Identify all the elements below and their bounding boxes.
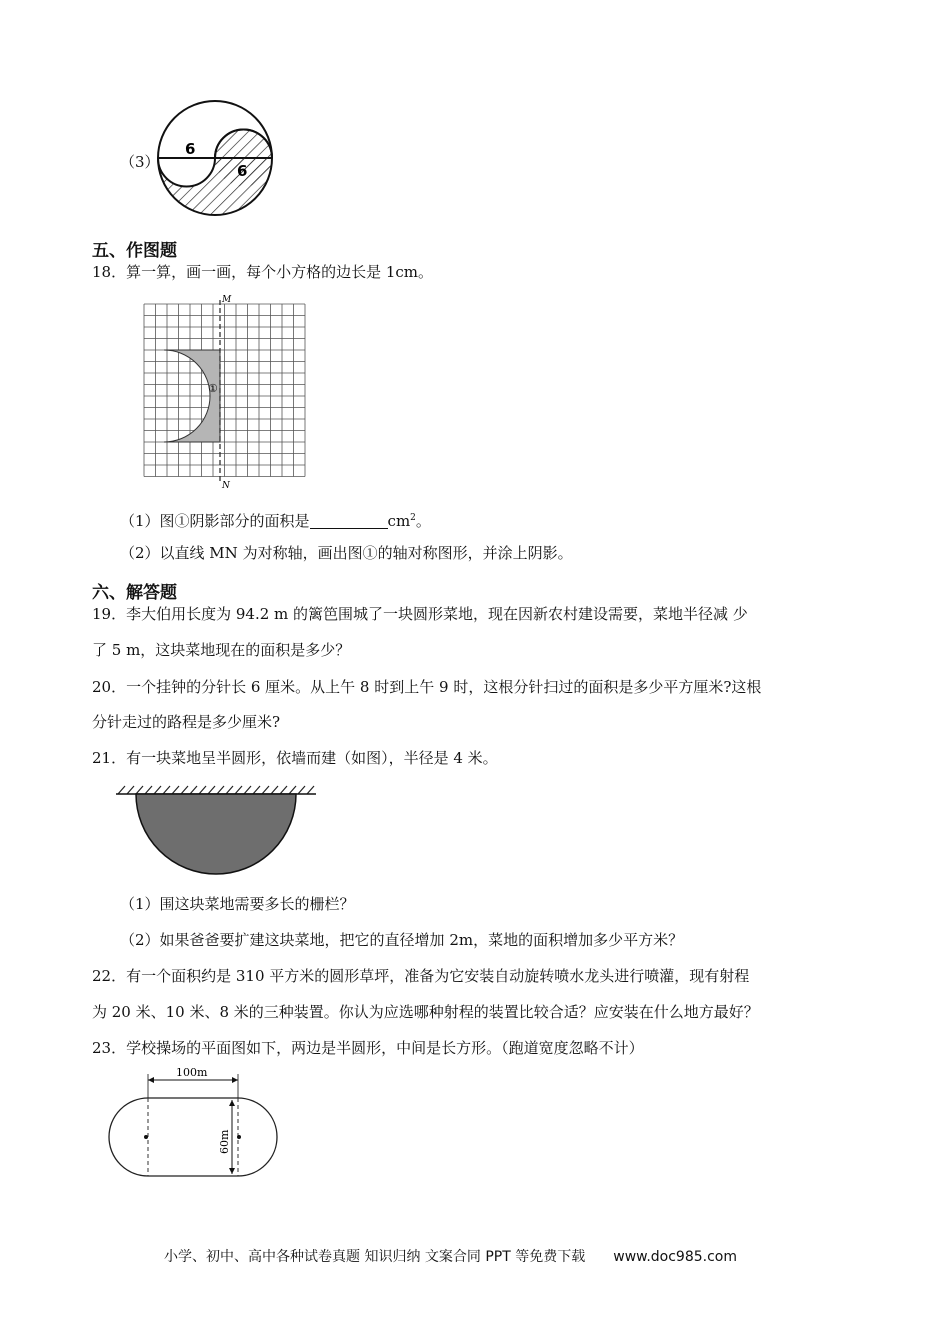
footer-site-link[interactable]: www.doc985.com <box>613 1249 737 1265</box>
length-label: 100m <box>176 1068 208 1079</box>
wall-hatch-line <box>181 786 188 794</box>
wall-hatch-line <box>244 786 251 794</box>
wall-hatch-line <box>190 786 197 794</box>
section-5-title: 五、作图题 <box>92 241 177 261</box>
question-18-text: 18．算一算，画一画，每个小方格的边长是 1cm。 <box>92 263 434 281</box>
width-label: 60m <box>218 1129 231 1154</box>
question-21-sub-1: （1）围这块菜地需要多长的栅栏？ <box>120 895 355 913</box>
wall-hatch-line <box>271 786 278 794</box>
wall-hatch-line <box>307 786 314 794</box>
question-22-line-2: 为 20 米、10 米、8 米的三种装置。你认为应选哪种射程的装置比较合适？应安装在什么地方最好？ <box>92 1003 759 1021</box>
wall-hatch-line <box>217 786 224 794</box>
figure-3-circle-diagram <box>155 100 275 220</box>
left-center-dot <box>144 1135 148 1139</box>
wall-hatch-line <box>172 786 179 794</box>
figure-3-label-right: 6 <box>237 162 248 180</box>
question-20-line-1: 20．一个挂钟的分针长 6 厘米。从上午 8 时到上午 9 时，这根分针扫过的面积是多少平方厘米?这根 <box>92 678 762 696</box>
question-23-track-figure <box>108 1068 278 1186</box>
shape-label-1: ① <box>208 382 218 395</box>
wall-hatch-line <box>199 786 206 794</box>
answer-blank[interactable] <box>310 512 388 529</box>
wall-hatch-line <box>118 786 125 794</box>
figure-3-label-top: 6 <box>185 140 196 158</box>
question-21-text: 21．有一块菜地呈半圆形，依墙而建（如图），半径是 4 米。 <box>92 749 498 767</box>
question-18-sub-1: （1）图①阴影部分的面积是 $cm^2$。 <box>120 512 431 530</box>
question-18-sub-2: （2）以直线 MN 为对称轴，画出图①的轴对称图形，并涂上阴影。 <box>120 544 573 562</box>
wall-hatch-line <box>298 786 305 794</box>
wall-hatch-line <box>280 786 287 794</box>
wall-hatch-line <box>163 786 170 794</box>
wall-hatch-line <box>226 786 233 794</box>
question-21-semicircle-figure <box>112 782 322 878</box>
wall-hatch-line <box>262 786 269 794</box>
question-22-line-1: 22．有一个面积约是 310 平方米的圆形草坪，准备为它安装自动旋转喷水龙头进行喷灌，现有射程 <box>92 967 750 985</box>
wall-hatch-line <box>136 786 143 794</box>
wall-hatch-line <box>253 786 260 794</box>
wall-hatch-line <box>289 786 296 794</box>
semicircle-garden <box>136 794 296 874</box>
question-18-grid-figure <box>140 292 308 492</box>
question-21-sub-2: （2）如果爸爸要扩建这块菜地，把它的直径增加 2m，菜地的面积增加多少平方米？ <box>120 931 684 949</box>
wall-hatch-line <box>235 786 242 794</box>
right-center-dot <box>237 1135 241 1139</box>
question-20-line-2: 分针走过的路程是多少厘米? <box>92 713 281 731</box>
section-6-title: 六、解答题 <box>92 583 177 603</box>
question-19-line-1: 19．李大伯用长度为 94.2 m 的篱笆围城了一块圆形菜地，现在因新农村建设需要，菜地半径减 少 <box>92 605 748 623</box>
axis-label-n: N <box>222 481 230 491</box>
question-19-line-2: 了 5 m，这块菜地现在的面积是多少？ <box>92 641 351 659</box>
footer-text: 小学、初中、高中各种试卷真题 知识归纳 文案合同 PPT 等免费下载 www.doc985.com <box>164 1249 737 1265</box>
wall-hatch-line <box>127 786 134 794</box>
figure-3-label: （3） <box>120 153 160 171</box>
axis-label-m: M <box>222 295 232 305</box>
question-23-text: 23．学校操场的平面图如下，两边是半圆形，中间是长方形。（跑道宽度忽略不计） <box>92 1039 644 1057</box>
wall-hatch-line <box>208 786 215 794</box>
wall-hatch-line <box>145 786 152 794</box>
wall-hatch-line <box>154 786 161 794</box>
track-outline <box>109 1098 277 1176</box>
